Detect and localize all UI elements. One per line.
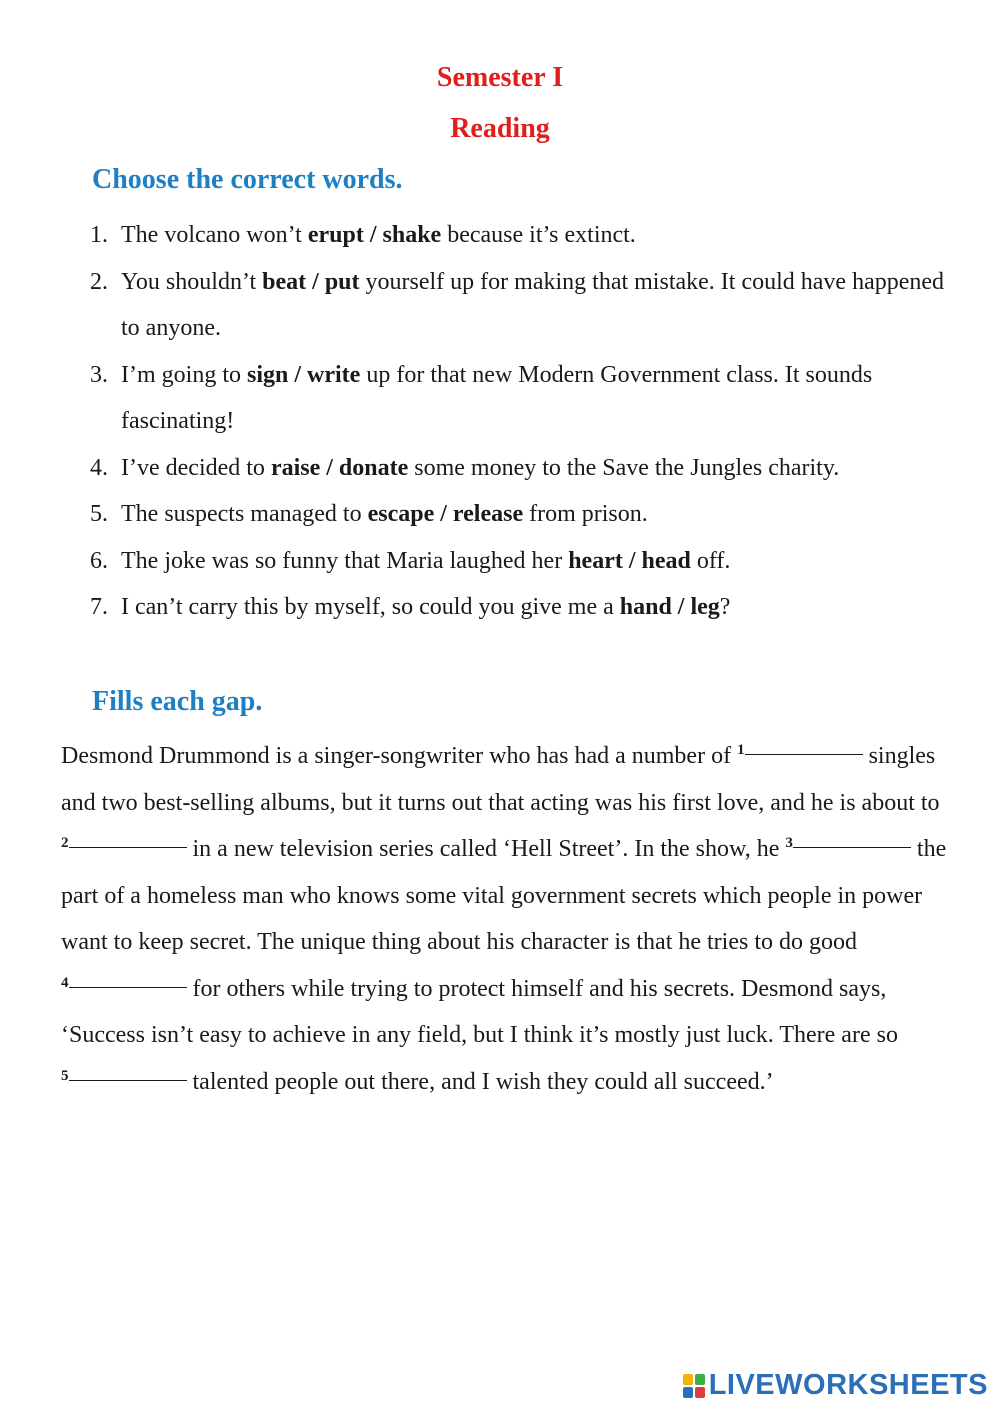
logo-icon [683,1374,705,1398]
passage-text: the part of a homeless man who knows some vital government secrets which people in power want to keep secret. The unique thing about his character is that he tries to do good [61,836,947,955]
question-text-after: from prison. [523,501,648,527]
gap-number: 1 [737,742,745,758]
question-text [121,584,950,631]
question-text [121,445,950,492]
question-text [121,352,950,445]
passage-text: for others while trying to protect himself and his secrets. Desmond says, ‘Success isn’t easy to achieve in any field, but I think it’s mostly just luck. There are so [61,975,898,1048]
logo-square [695,1374,705,1385]
gap-fill-passage [61,733,951,1105]
question-number: 6. [90,547,108,574]
word-choice[interactable]: beat / put [262,268,360,295]
question-number: 3. [90,361,108,388]
gap-number: 2 [61,835,69,851]
gap-blank[interactable] [745,754,863,755]
logo-square [695,1387,705,1398]
question-text [121,538,950,585]
question-text-before: I’m going to [121,361,247,388]
word-choice[interactable]: raise / donate [270,454,409,481]
word-choice[interactable]: escape / release [367,501,524,527]
question-text-after: yourself up for making that mistake. It could have happened to anyone. [121,268,945,341]
question-number: 4. [90,454,108,481]
gap-number: 5 [61,1067,69,1084]
question-text [121,212,950,259]
question-number: 1. [90,222,108,248]
page-title: Semester I [436,62,564,93]
gap-1[interactable] [737,743,863,769]
question-text-after: because it’s extinct. [441,222,636,248]
question-text-after: up for that new Modern Government class. It sounds fascinating! [121,361,873,434]
gap-2[interactable] [61,836,187,862]
gap-number: 3 [785,835,793,851]
word-choice[interactable]: sign / write [247,361,361,388]
question-item [90,212,950,259]
question-text-before: I can’t carry this by myself, so could you give me a [121,594,620,620]
question-item [90,491,950,538]
logo-text: LIVEWORKSHEETS [708,1369,988,1401]
question-text-before: I’ve decided to [121,454,271,481]
question-text [121,491,950,538]
question-item [90,352,950,445]
question-text-before: The volcano won’t [121,222,308,248]
word-choice[interactable]: hand / leg [619,594,720,620]
gap-number: 4 [61,974,69,991]
exercise1-heading: Choose the correct words. [92,164,403,195]
passage-text: in a new television series called ‘Hell Street’. In the show, he [186,836,786,862]
question-item [90,538,950,585]
logo-square [683,1387,693,1398]
question-text [121,259,950,352]
question-text-before: The joke was so funny that Maria laughed her [121,547,569,574]
gap-blank[interactable] [69,987,187,988]
question-item [90,445,950,492]
question-item [90,584,950,631]
question-text-after: ? [719,594,731,620]
question-list [90,212,950,631]
question-text-before: The suspects managed to [121,501,368,527]
gap-5[interactable] [61,1069,187,1095]
question-text-after: some money to the Save the Jungles charity. [408,454,840,481]
gap-blank[interactable] [793,847,911,848]
question-text-after: off. [690,547,731,574]
exercise2-heading: Fills each gap. [92,686,263,717]
gap-4[interactable] [61,976,187,1002]
gap-blank[interactable] [69,847,187,848]
gap-3[interactable] [785,836,911,862]
question-text-before: You shouldn’t [121,268,263,295]
liveworksheets-logo [683,1369,988,1402]
question-number: 5. [90,501,108,527]
question-number: 2. [90,268,108,295]
passage-text: Desmond Drummond is a singer-songwriter who has had a number of [61,743,738,769]
section-title: Reading [450,113,550,144]
passage-text: talented people out there, and I wish they could all succeed.’ [186,1068,774,1095]
word-choice[interactable]: erupt / shake [307,222,442,248]
passage-text: singles and two best-selling albums, but it turns out that acting was his first love, and he is about to [61,743,940,816]
logo-square [683,1374,693,1385]
question-item [90,259,950,352]
gap-blank[interactable] [69,1080,187,1081]
question-number: 7. [90,594,108,620]
word-choice[interactable]: heart / head [568,547,691,574]
